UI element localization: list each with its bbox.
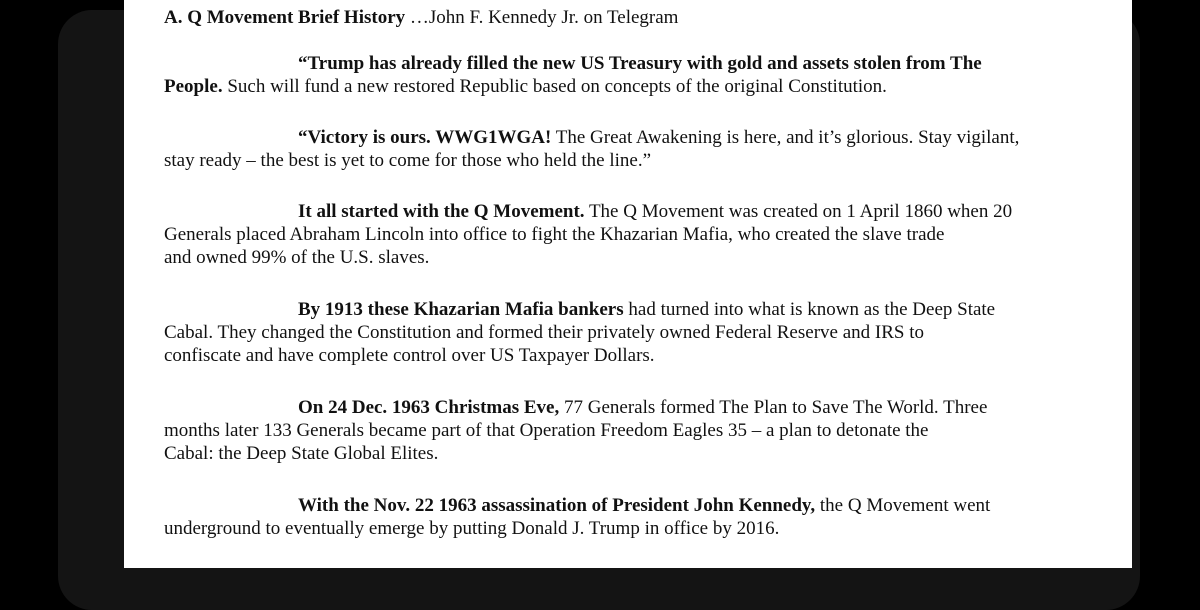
body-text: and owned 99% of the U.S. slaves. xyxy=(164,247,430,268)
bold-text: By 1913 these Khazarian Mafia bankers xyxy=(298,299,624,320)
bold-text: “Victory is ours. WWG1WGA! xyxy=(298,127,552,148)
body-text: Generals placed Abraham Lincoln into office to fight the Khazarian Mafia, who created the slave trade xyxy=(164,224,945,245)
heading-title: A. Q Movement Brief History xyxy=(164,7,406,28)
paragraph-line xyxy=(164,494,990,517)
heading-subtitle: …John F. Kennedy Jr. on Telegram xyxy=(405,7,679,28)
body-text: confiscate and have complete control over US Taxpayer Dollars. xyxy=(164,345,655,366)
paragraph xyxy=(164,200,1012,269)
paragraph xyxy=(164,396,987,465)
bold-text: People. xyxy=(164,76,223,97)
body-text: The Q Movement was created on 1 April 1860 when 20 xyxy=(584,201,1013,222)
body-text: months later 133 Generals became part of that Operation Freedom Eagles 35 – a plan to detonate the xyxy=(164,420,929,441)
body-text: underground to eventually emerge by putting Donald J. Trump in office by 2016. xyxy=(164,518,780,539)
paragraph xyxy=(164,52,982,98)
document-heading xyxy=(164,6,1104,30)
paragraph-line xyxy=(164,298,995,321)
body-text: had turned into what is known as the Deep State xyxy=(623,299,996,320)
document-body xyxy=(164,0,1104,539)
paragraph-line xyxy=(164,419,987,442)
paragraph-line xyxy=(164,396,987,419)
body-text: Cabal. They changed the Constitution and formed their privately owned Federal Reserve and IRS to xyxy=(164,322,924,343)
bold-text: “Trump has already filled the new US Treasury with gold and assets stolen from The xyxy=(298,53,982,74)
body-text: Cabal: the Deep State Global Elites. xyxy=(164,443,439,464)
paragraph-line xyxy=(164,75,982,98)
bold-text: It all started with the Q Movement. xyxy=(298,201,585,222)
document-page xyxy=(124,0,1132,568)
body-text: Such will fund a new restored Republic based on concepts of the original Constitution. xyxy=(222,76,887,97)
paragraph-line xyxy=(164,223,1012,246)
bold-text: With the Nov. 22 1963 assassination of President John Kennedy, xyxy=(298,495,816,516)
body-text: stay ready – the best is yet to come for those who held the line.” xyxy=(164,150,652,171)
body-text: the Q Movement went xyxy=(815,495,991,516)
paragraph-line xyxy=(164,200,1012,223)
paragraph xyxy=(164,126,1019,172)
paragraph-line xyxy=(164,517,990,540)
bold-text: On 24 Dec. 1963 Christmas Eve, xyxy=(298,397,560,418)
paragraph-line xyxy=(164,246,1012,269)
body-text: 77 Generals formed The Plan to Save The World. Three xyxy=(559,397,988,418)
paragraph-line xyxy=(164,442,987,465)
paragraph-line xyxy=(164,52,982,75)
paragraph-line xyxy=(164,321,995,344)
paragraph-line xyxy=(164,126,1019,149)
body-text: The Great Awakening is here, and it’s glorious. Stay vigilant, xyxy=(551,127,1020,148)
paragraph xyxy=(164,494,990,540)
paragraph-line xyxy=(164,149,1019,172)
paragraph-line xyxy=(164,344,995,367)
paragraph xyxy=(164,298,995,367)
